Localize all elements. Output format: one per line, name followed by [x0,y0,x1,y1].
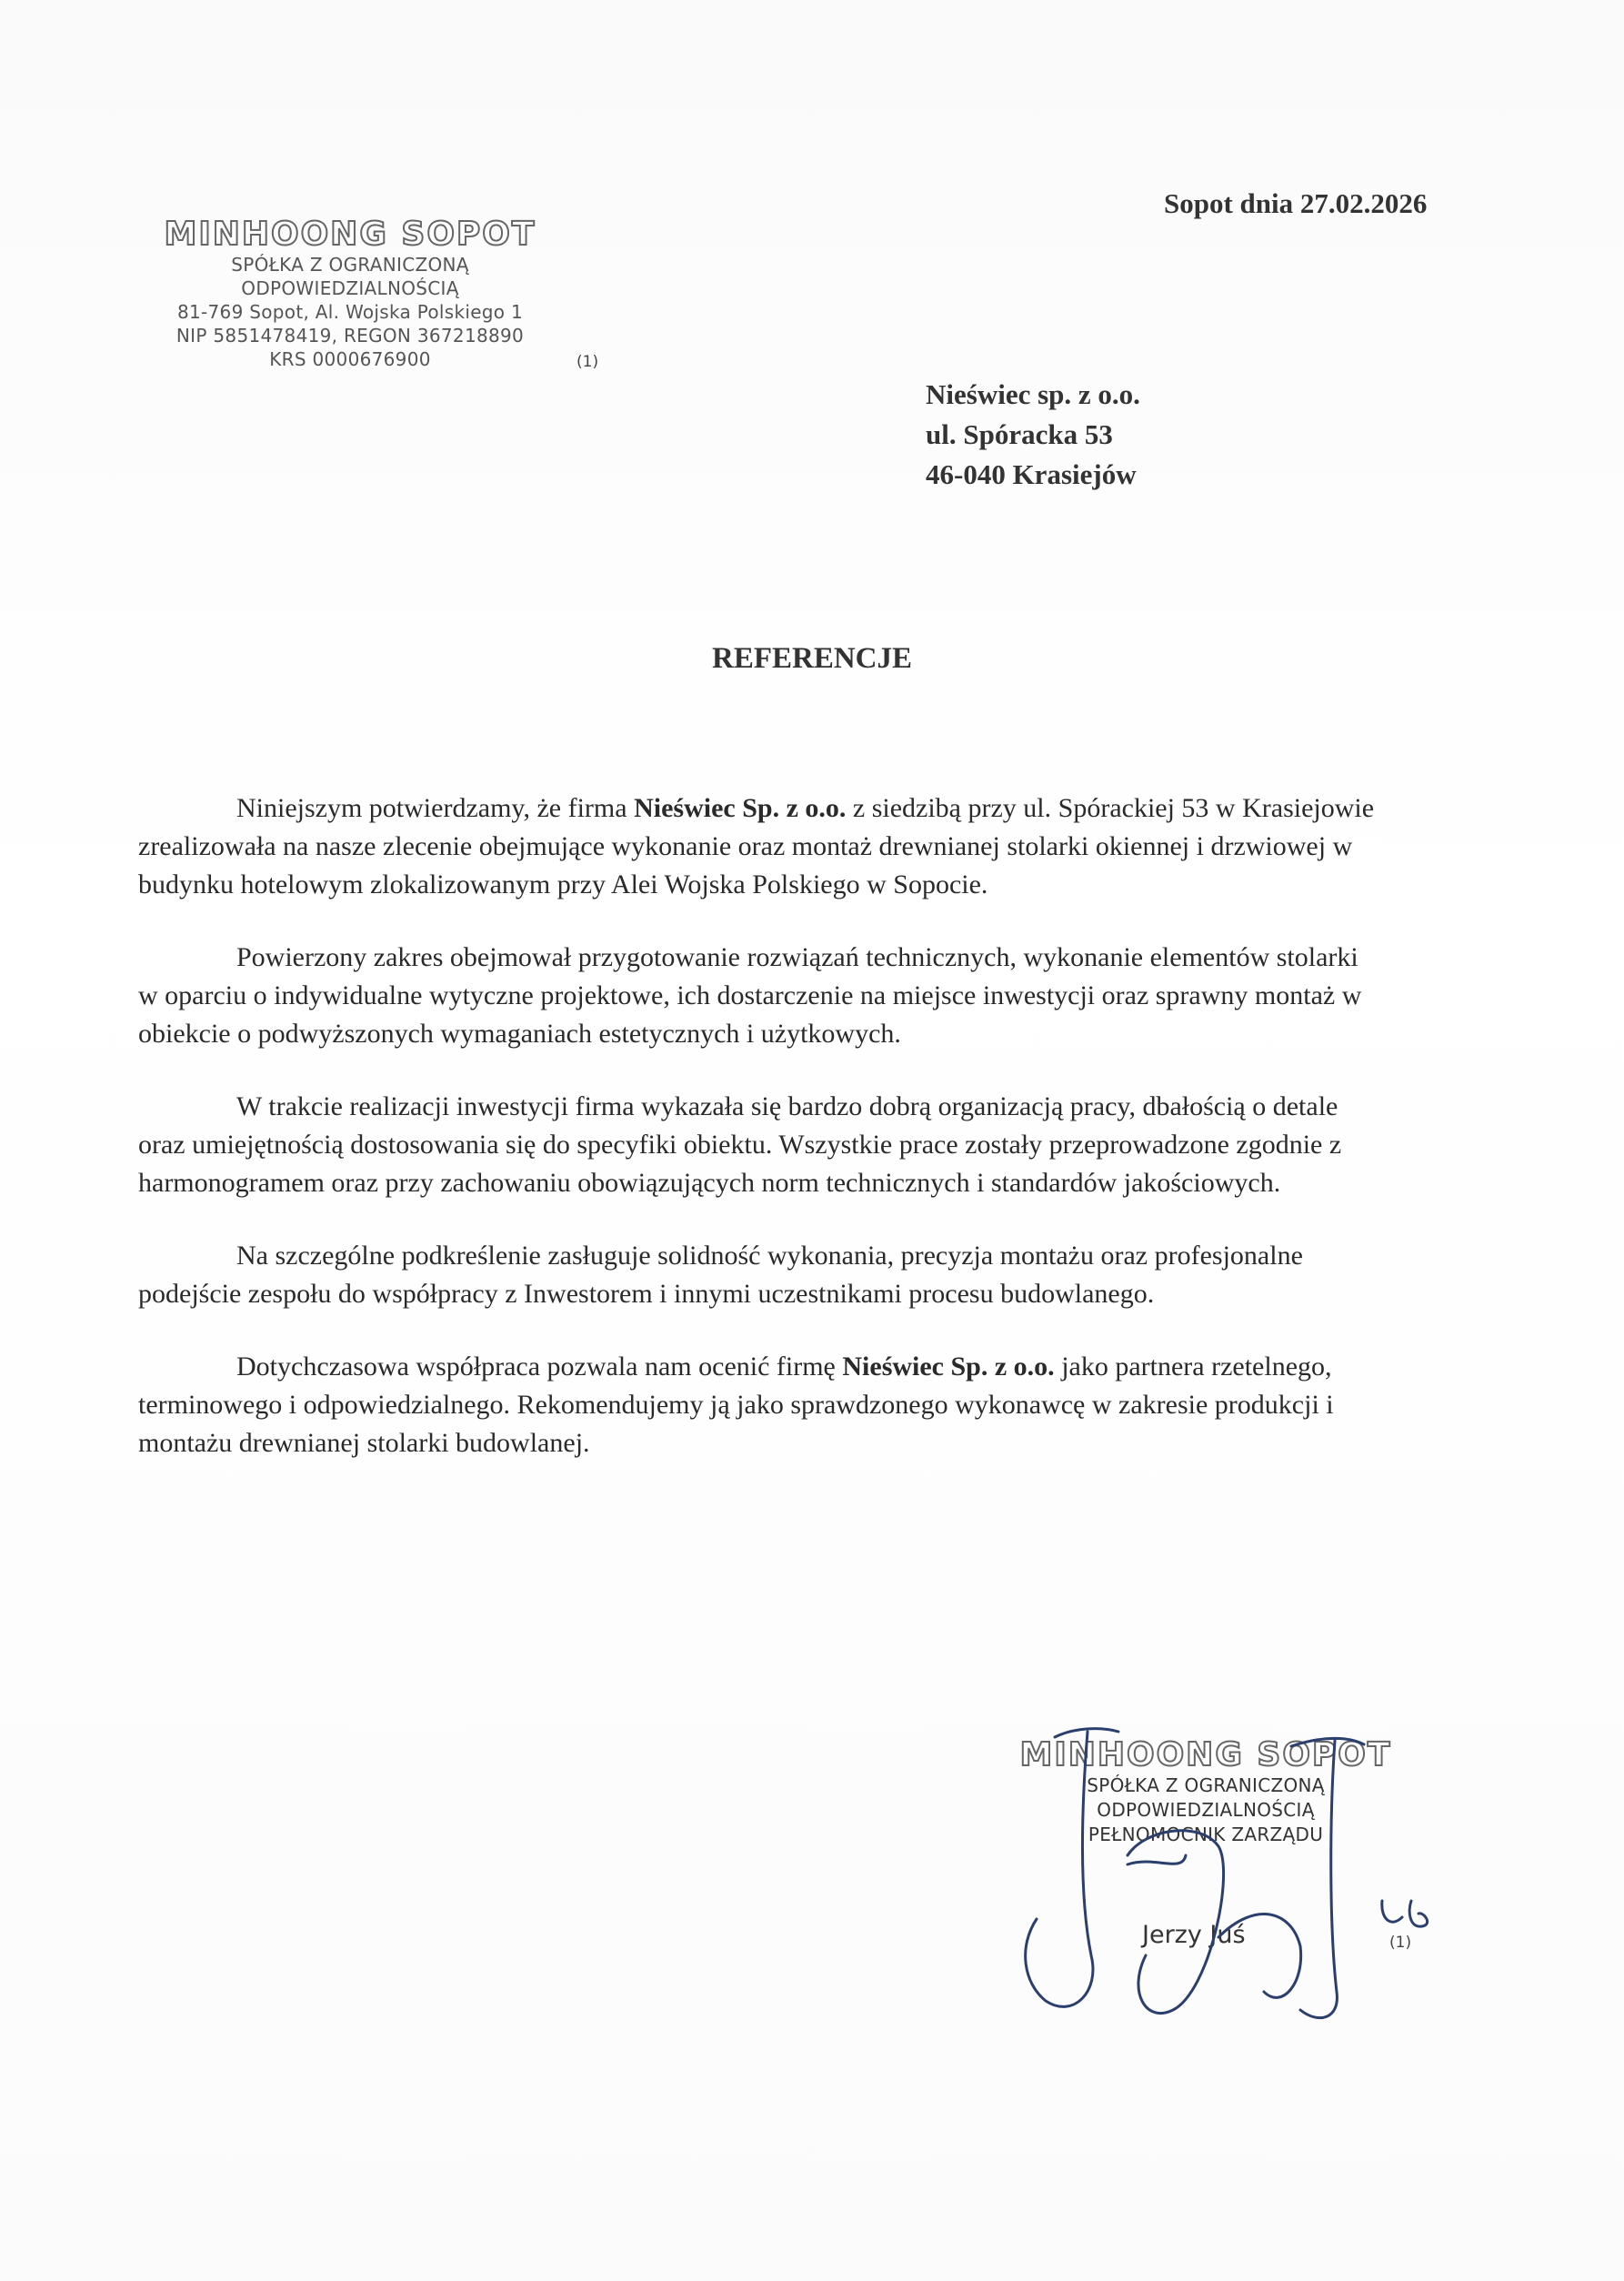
recipient-address [926,375,1140,495]
signature-stamp-brand: MINHOONG SOPOT [1019,1736,1392,1774]
document-date: Sopot dnia 27.02.2026 [1164,187,1428,219]
paragraph-5: Dotychczasowa współpraca pozwala nam ocenić firmę Nieświec Sp. z o.o. jako partnera rzetelnego, terminowego i odpowiedzialnego. Rekomendujemy ją jako sprawdzonego wykonawcę w zakresie produkcji i montażu drewnianej stolarki budowlanej. [138,1352,1334,1458]
recipient-city: 46-040 Krasiejów [926,458,1137,490]
stamp-line-address: 81-769 Sopot, Al. Wojska Polskiego 1 [176,301,524,323]
signature-stamp-legal-form: SPÓŁKA Z OGRANICZONĄ ODPOWIEDZIALNOŚCIĄ [1087,1774,1325,1821]
paragraph-1: Niniejszym potwierdzamy, że firma Nieświec Sp. z o.o. z siedzibą przy ul. Spórackiej 53 w Krasiejowie zrealizowała na nasze zlecenie obejmujące wykonanie oraz montaż drewnianej stolarki okiennej i drzwiowej w budynku hotelowym zlokalizowanym przy Alei Wojska Polskiego w Sopocie. [138,793,1375,899]
company-stamp-header [136,216,564,371]
stamp-brand: MINHOONG SOPOT [164,216,536,253]
recipient-street: ul. Spóracka 53 [926,418,1113,450]
paragraph-2: Powierzony zakres obejmował przygotowanie rozwiązań technicznych, wykonanie elementów stolarki w oparciu o indywidualne wytyczne projektowe, ich dostarczenie na miejsce inwestycji oraz sprawny montaż w obiekcie o podwyższonych wymaganiach estetycznych i użytkowych. [138,942,1362,1049]
company-name-bold: Nieświec Sp. z o.o. [842,1352,1055,1382]
paragraph-4: Na szczególne podkreślenie zasługuje solidność wykonania, precyzja montażu oraz profesjonalne podejście zespołu do współpracy z Inwestorem i innymi uczestnikami procesu budowlanego. [138,1241,1303,1309]
stamp-note-header: (1) [576,353,599,371]
stamp-note-signature: (1) [1389,1934,1412,1952]
document-title: REFERENCJE [711,642,913,675]
stamp-line-nip-regon: NIP 5851478419, REGON 367218890 [175,325,525,347]
recipient-name: Nieświec sp. z o.o. [926,378,1140,410]
signatory-name: Jerzy Juś [1142,1921,1246,1949]
stamp-line-legal-form: SPÓŁKA Z OGRANICZONĄ ODPOWIEDZIALNOŚCIĄ [231,254,469,299]
company-name-bold: Nieświec Sp. z o.o. [634,793,847,823]
letter-body [138,789,1384,1497]
signature-stamp-role: PEŁNOMOCNIK ZARZĄDU [1088,1824,1324,1845]
paragraph-3: W trakcie realizacji inwestycji firma wykazała się bardzo dobrą organizacją pracy, dbałością o detale oraz umiejętnością dostosowania się do specyfiki obiektu. Wszystkie prace zostały przeprowadzone zgodnie z harmonogramem oraz przy zachowaniu obowiązujących norm technicznych i standardów jakościowych. [138,1091,1342,1198]
handwritten-signature [991,1719,1464,2028]
stamp-line-krs: KRS 0000676900 [269,348,431,370]
